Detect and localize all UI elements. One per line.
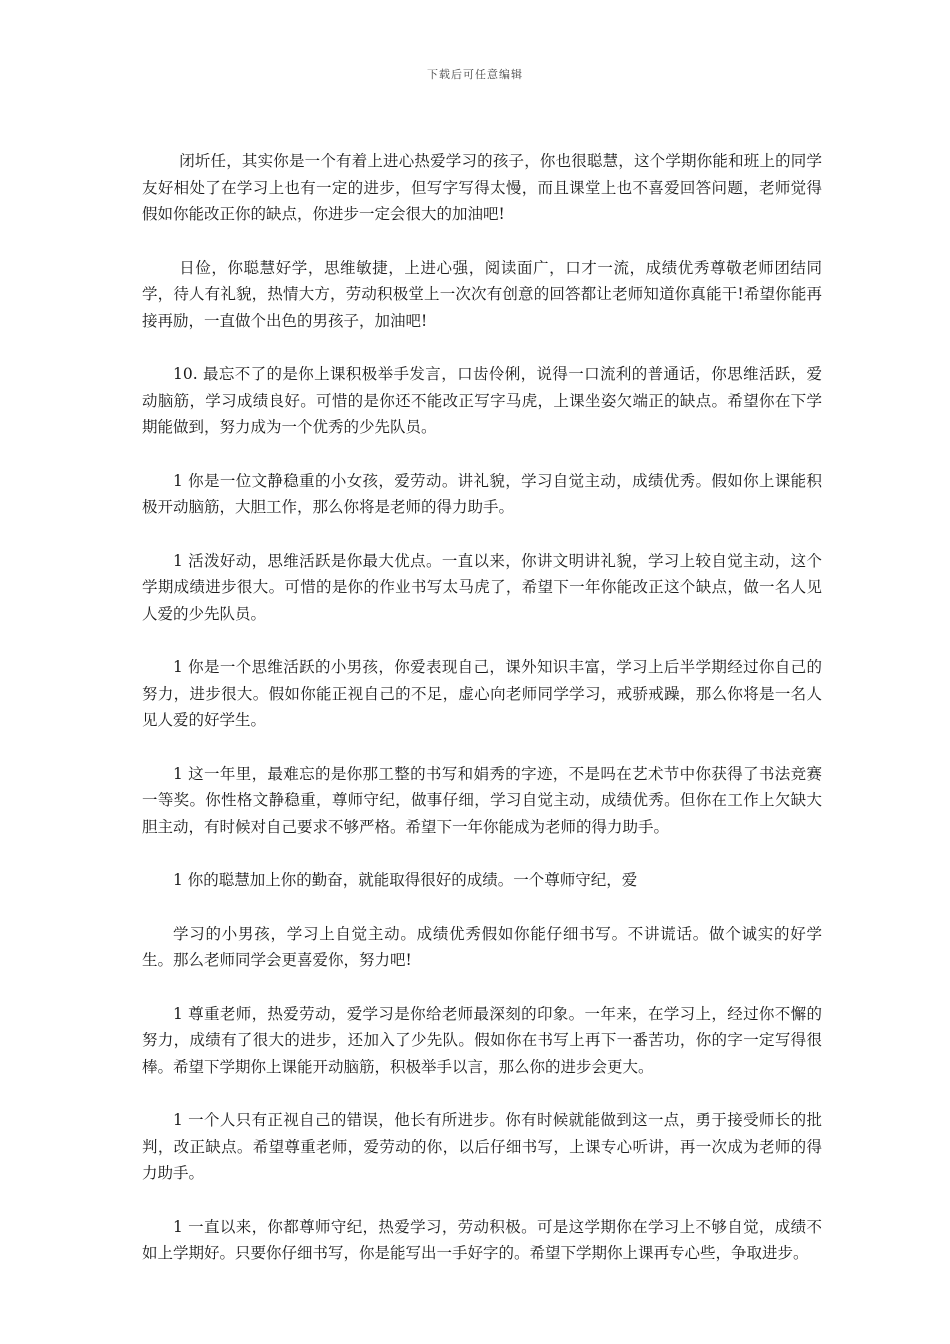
paragraph: 10. 最忘不了的是你上课积极举手发言，口齿伶俐，说得一口流利的普通话，你思维活跃，爱动脑筋，学习成绩良好。可惜的是你还不能改正写字马虎，上课坐姿欠端正的缺点。希望你在下学期能做到，努力成为一个优秀的少先队员。 <box>142 365 822 436</box>
paragraph: 1 一个人只有正视自己的错误，他长有所进步。你有时候就能做到这一点，勇于接受师长的批判，改正缺点。希望尊重老师，爱劳动的你，以后仔细书写，上课专心听讲，再一次成为老师的得力助手。 <box>142 1111 822 1182</box>
paragraph: 1 你是一个思维活跃的小男孩，你爱表现自己，课外知识丰富，学习上后半学期经过你自己的努力，进步很大。假如你能正视自己的不足，虚心向老师同学学习，戒骄戒躁，那么你将是一名人见人爱的好学生。 <box>142 658 822 729</box>
paragraph: 日俭，你聪慧好学，思维敏捷，上进心强，阅读面广，口才一流，成绩优秀尊敬老师团结同学，待人有礼貌，热情大方，劳动积极堂上一次次有创意的回答都让老师知道你真能干!希望你能再接再励，一直做个出色的男孩子，加油吧! <box>142 258 822 330</box>
paragraph: 1 一直以来，你都尊师守纪，热爱学习，劳动积极。可是这学期你在学习上不够自觉，成绩不如上学期好。只要你仔细书写，你是能写出一手好字的。希望下学期你上课再专心些，争取进步。 <box>142 1217 822 1262</box>
paragraph: 1 你是一位文静稳重的小女孩，爱劳动。讲礼貌，学习自觉主动，成绩优秀。假如你上课能积极开动脑筋，大胆工作，那么你将是老师的得力助手。 <box>142 471 822 516</box>
paragraph: 学习的小男孩，学习上自觉主动。成绩优秀假如你能仔细书写。不讲谎话。做个诚实的好学生。那么老师同学会更喜爱你，努力吧! <box>142 924 822 969</box>
paragraph: 1 尊重老师，热爱劳动，爱学习是你给老师最深刻的印象。一年来，在学习上，经过你不懈的努力，成绩有了很大的进步，还加入了少先队。假如你在书写上再下一番苦功，你的字一定写得很棒。希望下学期你上课能开动脑筋，积极举手以言，那么你的进步会更大。 <box>142 1004 822 1076</box>
paragraph: 1 这一年里，最难忘的是你那工整的书写和娟秀的字迹，不是吗在艺术节中你获得了书法竞赛一等奖。你性格文静稳重，尊师守纪，做事仔细，学习自觉主动，成绩优秀。但你在工作上欠缺大胆主动，有时候对自己要求不够严格。希望下一年你能成为老师的得力助手。 <box>142 764 822 836</box>
paragraph: 闭圻任，其实你是一个有着上进心热爱学习的孩子，你也很聪慧，这个学期你能和班上的同学友好相处了在学习上也有一定的进步，但写字写得太慢，而且课堂上也不喜爱回答问题，老师觉得假如你能改正你的缺点，你进步一定会很大的加油吧! <box>142 152 822 223</box>
paragraph: 1 活泼好动，思维活跃是你最大优点。一直以来，你讲文明讲礼貌，学习上较自觉主动，这个学期成绩进步很大。可惜的是你的作业书写太马虎了，希望下一年你能改正这个缺点，做一名人见人爱的少先队员。 <box>142 551 822 623</box>
document-body <box>142 148 822 1294</box>
paragraph: 1 你的聪慧加上你的勤奋，就能取得很好的成绩。一个尊师守纪，爱 <box>173 871 638 889</box>
header-note: 下载后可任意编辑 <box>427 68 523 81</box>
